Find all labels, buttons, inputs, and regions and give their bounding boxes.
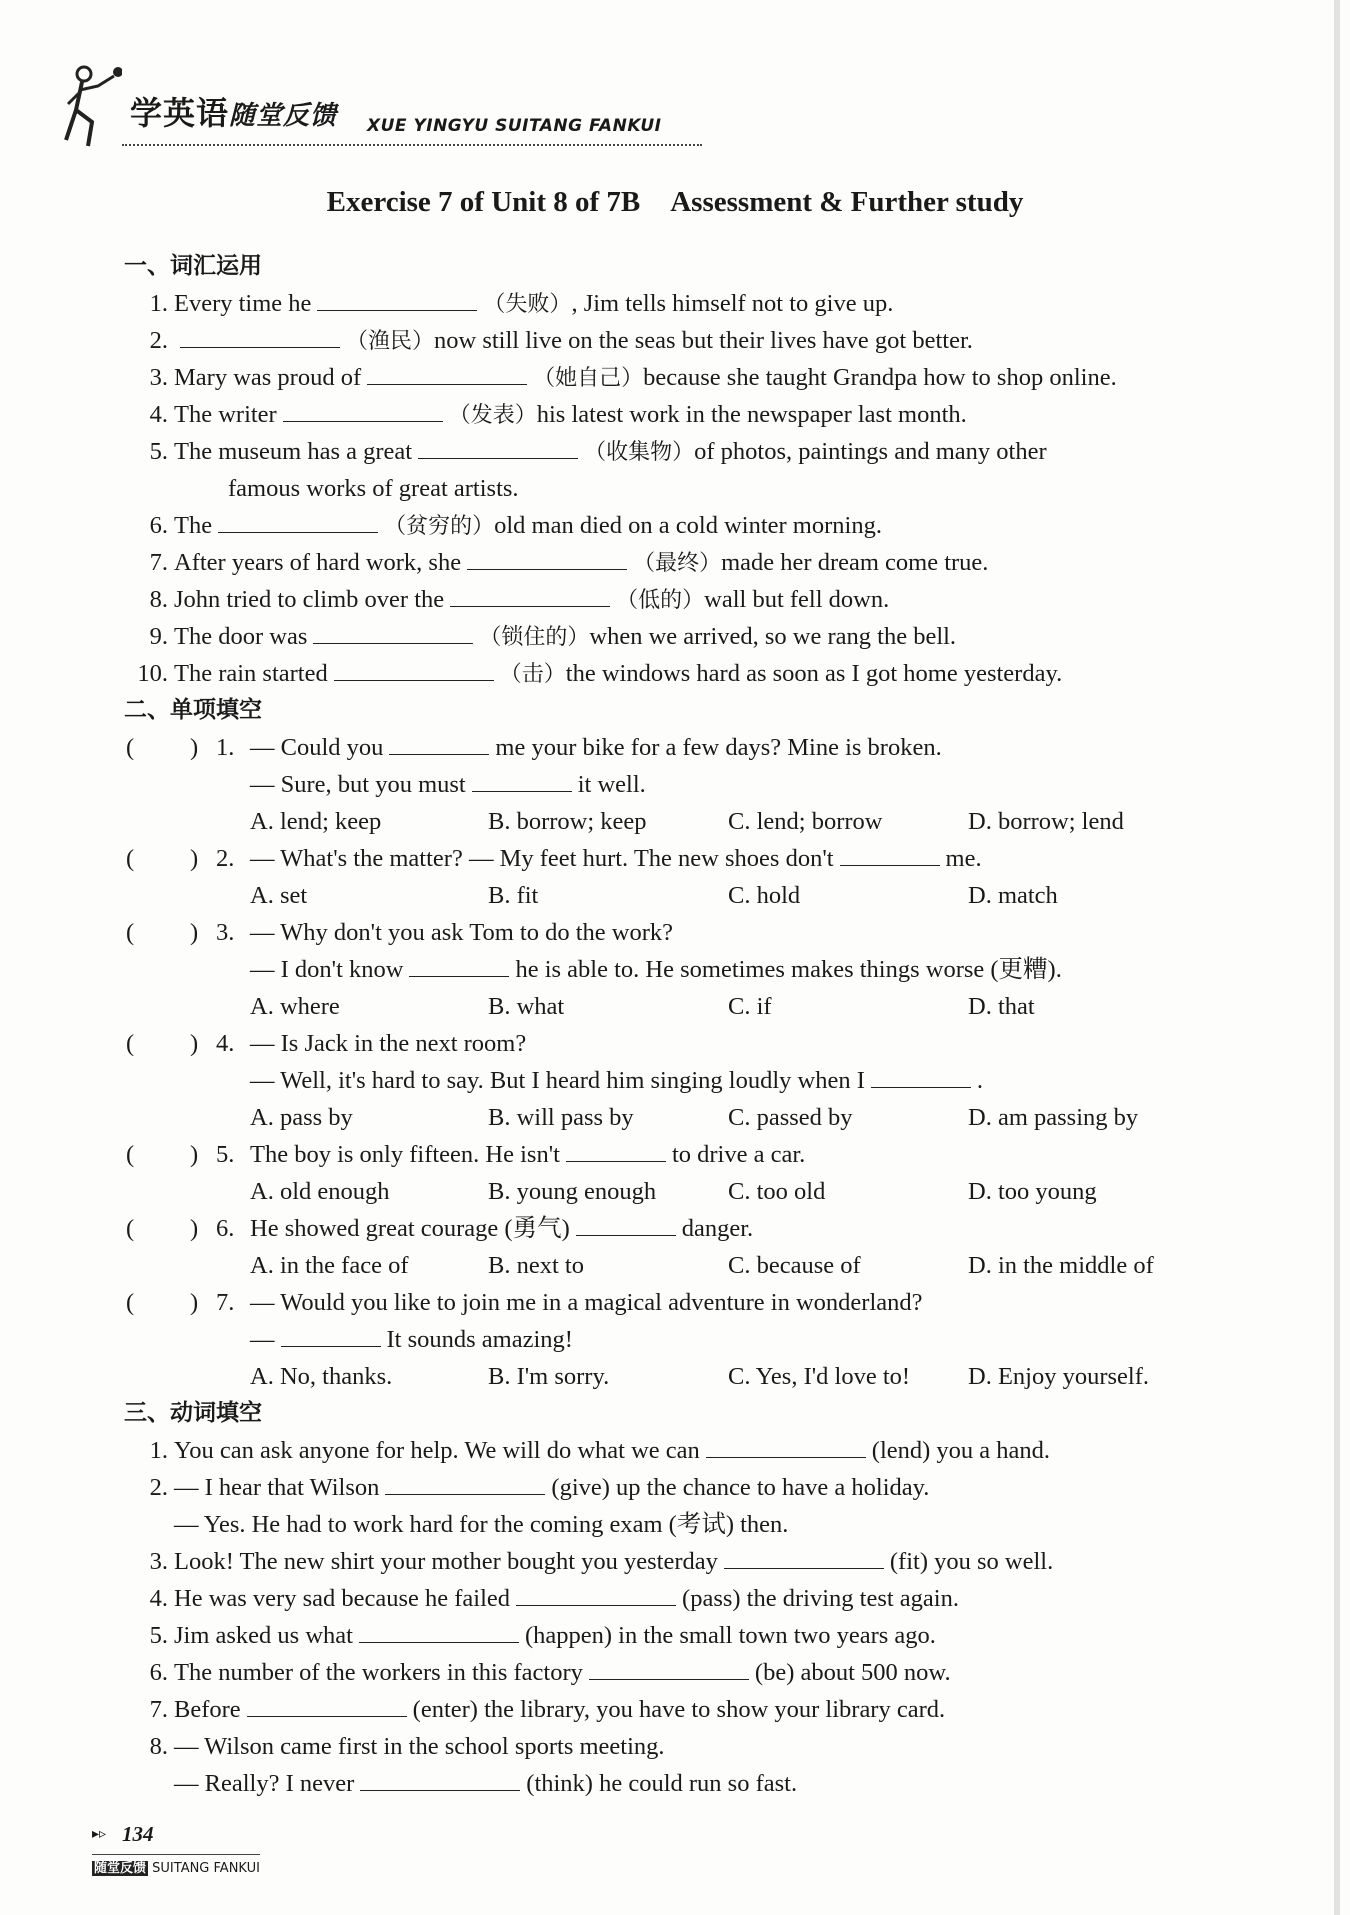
item-text: now still live on the seas but their lives have got better. <box>434 327 973 354</box>
section-heading-choice: 二、单项填空 <box>124 697 262 723</box>
answer-blank[interactable] <box>283 399 443 422</box>
option-c[interactable]: C. if <box>728 993 772 1020</box>
chinese-hint: （失败） <box>483 292 572 317</box>
question-text <box>250 729 942 766</box>
item-number: 7. <box>149 1696 168 1723</box>
answer-blank[interactable] <box>385 1472 545 1495</box>
page-edge <box>1334 0 1340 1915</box>
item-text: of photos, paintings and many other <box>694 438 1047 465</box>
item-text: wall but fell down. <box>704 586 890 613</box>
item-number: 1. <box>149 290 168 317</box>
vocab-item <box>120 322 1240 359</box>
item-number: 2. <box>149 327 168 354</box>
option-a[interactable]: A. No, thanks. <box>250 1363 393 1390</box>
arrow-icon: ▸▹ <box>92 1826 107 1842</box>
question-text <box>250 1062 983 1099</box>
options-row <box>120 1099 1240 1136</box>
question-stem: — Why don't you ask Tom to do the work? <box>250 919 674 946</box>
answer-blank[interactable] <box>218 510 378 533</box>
option-d[interactable]: D. that <box>968 993 1035 1020</box>
item-text: (think) he could run so fast. <box>526 1770 798 1797</box>
question-line <box>120 951 1240 988</box>
item-number: 5. <box>149 1622 168 1649</box>
question-text <box>250 1210 753 1247</box>
question-stem: It sounds amazing! <box>386 1326 573 1353</box>
answer-blank[interactable] <box>450 584 610 607</box>
option-b[interactable]: B. borrow; keep <box>488 808 647 835</box>
options-row <box>120 988 1240 1025</box>
item-number: 4. <box>149 401 168 428</box>
item-text: He was very sad because he failed <box>174 1585 511 1612</box>
chinese-hint: （渔民） <box>346 329 435 354</box>
question-text <box>250 1321 573 1358</box>
verb-item <box>120 1469 1240 1506</box>
section-heading-verb: 三、动词填空 <box>124 1400 262 1426</box>
item-text: (enter) the library, you have to show your library card. <box>412 1696 946 1723</box>
item-text: — Wilson came first in the school sports meeting. <box>174 1733 665 1760</box>
item-number: 5. <box>149 438 168 465</box>
option-a[interactable]: A. pass by <box>250 1104 353 1131</box>
question-text <box>250 1284 923 1321</box>
item-text: Before <box>174 1696 241 1723</box>
answer-blank[interactable] <box>418 436 578 459</box>
answer-blank[interactable] <box>467 547 627 570</box>
question-stem: — Could you <box>250 734 384 761</box>
question-number: 6. <box>216 1215 235 1242</box>
options-row <box>120 1358 1240 1395</box>
question-stem: it well. <box>577 771 646 798</box>
chinese-hint: （最终） <box>633 551 722 576</box>
question-number: 4. <box>216 1030 235 1057</box>
option-d[interactable]: D. in the middle of <box>968 1252 1154 1279</box>
answer-paren-right: ) <box>190 1289 199 1316</box>
answer-blank[interactable] <box>706 1435 866 1458</box>
item-text: The rain started <box>174 660 328 687</box>
answer-blank[interactable] <box>589 1657 749 1680</box>
question-line <box>120 729 1240 766</box>
answer-blank[interactable] <box>334 658 494 681</box>
question-stem: — What's the matter? — My feet hurt. The new shoes don't <box>250 845 834 872</box>
question-stem: The boy is only fifteen. He isn't <box>250 1141 560 1168</box>
option-c[interactable]: C. too old <box>728 1178 826 1205</box>
question-text <box>250 914 673 951</box>
item-number: 4. <box>149 1585 168 1612</box>
item-number: 8. <box>149 1733 168 1760</box>
item-text: (lend) you a hand. <box>871 1437 1051 1464</box>
item-text: when we arrived, so we rang the bell. <box>589 623 957 650</box>
question-stem: — <box>250 1326 275 1353</box>
options-row <box>120 1247 1240 1284</box>
item-number: 6. <box>149 1659 168 1686</box>
verb-items <box>120 1432 1240 1802</box>
page-number: 134 <box>122 1822 154 1846</box>
option-c[interactable]: C. Yes, I'd love to! <box>728 1363 911 1390</box>
question-number: 7. <box>216 1289 235 1316</box>
vocab-item <box>120 470 1240 507</box>
chinese-hint: （低的） <box>616 588 705 613</box>
answer-blank[interactable] <box>472 769 572 792</box>
item-text: The <box>174 512 213 539</box>
question-text <box>250 766 646 803</box>
chinese-hint: （击） <box>499 662 566 687</box>
item-text: famous works of great artists. <box>228 475 519 502</box>
answer-blank[interactable] <box>566 1139 666 1162</box>
answer-paren-left: ( <box>126 1215 135 1242</box>
item-text: You can ask anyone for help. We will do what we can <box>174 1437 700 1464</box>
verb-item <box>120 1506 1240 1543</box>
vocab-item <box>120 507 1240 544</box>
options-row <box>120 1173 1240 1210</box>
verb-item <box>120 1580 1240 1617</box>
question-number: 5. <box>216 1141 235 1168</box>
question-number: 3. <box>216 919 235 946</box>
chinese-hint: （收集物） <box>584 440 695 465</box>
verb-item <box>120 1691 1240 1728</box>
answer-paren-right: ) <box>190 1215 199 1242</box>
answer-blank[interactable] <box>840 843 940 866</box>
vocab-item <box>120 618 1240 655</box>
item-text: The writer <box>174 401 277 428</box>
question-stem: — Well, it's hard to say. But I heard him singing loudly when I <box>250 1067 865 1094</box>
answer-blank[interactable] <box>281 1324 381 1347</box>
item-text: John tried to climb over the <box>174 586 445 613</box>
answer-paren-right: ) <box>190 845 199 872</box>
options-row <box>120 877 1240 914</box>
footer-brand: 随堂反馈 SUITANG FANKUI <box>92 1854 260 1876</box>
answer-paren-left: ( <box>126 845 135 872</box>
question-stem: danger. <box>681 1215 754 1242</box>
vocab-item <box>120 359 1240 396</box>
question-stem: me. <box>945 845 982 872</box>
question-line <box>120 914 1240 951</box>
answer-blank[interactable] <box>389 732 489 755</box>
item-text: (give) up the chance to have a holiday. <box>551 1474 930 1501</box>
vocab-item <box>120 544 1240 581</box>
chinese-hint: （贫穷的） <box>384 514 495 539</box>
question-number: 2. <box>216 845 235 872</box>
question-stem: he is able to. He sometimes makes things worse (更糟). <box>515 956 1062 983</box>
answer-paren-right: ) <box>190 919 199 946</box>
item-text: the windows hard as soon as I got home yesterday. <box>565 660 1063 687</box>
option-d[interactable]: D. borrow; lend <box>968 808 1124 835</box>
question-stem: — Sure, but you must <box>250 771 466 798</box>
item-text: Look! The new shirt your mother bought you yesterday <box>174 1548 718 1575</box>
option-d[interactable]: D. too young <box>968 1178 1097 1205</box>
option-b[interactable]: B. next to <box>488 1252 584 1279</box>
item-text: The number of the workers in this factory <box>174 1659 583 1686</box>
option-a[interactable]: A. in the face of <box>250 1252 409 1279</box>
item-number: 6. <box>149 512 168 539</box>
verb-item <box>120 1432 1240 1469</box>
question-line <box>120 1284 1240 1321</box>
question-line <box>120 766 1240 803</box>
option-c[interactable]: C. lend; borrow <box>728 808 883 835</box>
logo-pinyin: XUE YINGYU SUITANG FANKUI <box>367 116 662 136</box>
option-a[interactable]: A. lend; keep <box>250 808 382 835</box>
option-a[interactable]: A. set <box>250 882 308 909</box>
answer-blank[interactable] <box>247 1694 407 1717</box>
item-text: — I hear that Wilson <box>174 1474 380 1501</box>
answer-blank[interactable] <box>360 1768 520 1791</box>
question-stem: . <box>976 1067 983 1094</box>
answer-blank[interactable] <box>317 288 477 311</box>
item-number: 9. <box>149 623 168 650</box>
answer-paren-left: ( <box>126 734 135 761</box>
question-line <box>120 1136 1240 1173</box>
item-text: , Jim tells himself not to give up. <box>571 290 894 317</box>
question-line <box>120 1321 1240 1358</box>
vocab-item <box>120 581 1240 618</box>
item-text: Every time he <box>174 290 312 317</box>
logo-chinese: 学英语随堂反馈 <box>130 94 338 132</box>
option-d[interactable]: D. match <box>968 882 1058 909</box>
item-number: 10. <box>137 660 168 687</box>
item-text: Jim asked us what <box>174 1622 353 1649</box>
question-line <box>120 840 1240 877</box>
item-text: (fit) you so well. <box>889 1548 1054 1575</box>
option-b[interactable]: B. young enough <box>488 1178 657 1205</box>
vocab-item <box>120 433 1240 470</box>
footer <box>92 1822 392 1882</box>
answer-paren-left: ( <box>126 919 135 946</box>
answer-blank[interactable] <box>359 1620 519 1643</box>
question-stem: to drive a car. <box>671 1141 806 1168</box>
verb-item <box>120 1654 1240 1691</box>
question-text <box>250 951 1062 988</box>
question-line <box>120 1210 1240 1247</box>
option-b[interactable]: B. will pass by <box>488 1104 634 1131</box>
option-a[interactable]: A. old enough <box>250 1178 390 1205</box>
option-c[interactable]: C. passed by <box>728 1104 853 1131</box>
option-d[interactable]: D. Enjoy yourself. <box>968 1363 1149 1390</box>
item-number: 3. <box>149 364 168 391</box>
answer-blank[interactable] <box>409 954 509 977</box>
item-number: 8. <box>149 586 168 613</box>
vocab-item <box>120 396 1240 433</box>
page-title: Exercise 7 of Unit 8 of 7B Assessment & Further study <box>326 186 1024 218</box>
item-text: because she taught Grandpa how to shop online. <box>643 364 1117 391</box>
answer-blank[interactable] <box>313 621 473 644</box>
answer-paren-right: ) <box>190 1141 199 1168</box>
question-text <box>250 840 982 877</box>
item-text: After years of hard work, she <box>174 549 462 576</box>
answer-paren-left: ( <box>126 1030 135 1057</box>
item-number: 7. <box>149 549 168 576</box>
question-text <box>250 1025 526 1062</box>
answer-paren-right: ) <box>190 734 199 761</box>
answer-blank[interactable] <box>576 1213 676 1236</box>
item-text: (happen) in the small town two years ago. <box>524 1622 936 1649</box>
answer-paren-left: ( <box>126 1141 135 1168</box>
answer-paren-right: ) <box>190 1030 199 1057</box>
option-d[interactable]: D. am passing by <box>968 1104 1139 1131</box>
vocab-item <box>120 655 1240 692</box>
option-b[interactable]: B. I'm sorry. <box>488 1363 610 1390</box>
answer-blank[interactable] <box>724 1546 884 1569</box>
question-number: 1. <box>216 734 235 761</box>
verb-item <box>120 1728 1240 1765</box>
runner-icon <box>62 60 122 150</box>
question-stem: He showed great courage (勇气) <box>250 1215 570 1242</box>
chinese-hint: （发表） <box>448 403 537 428</box>
item-text: made her dream come true. <box>721 549 989 576</box>
item-text: — Yes. He had to work hard for the coming exam (考试) then. <box>174 1511 789 1538</box>
option-a[interactable]: A. where <box>250 993 340 1020</box>
option-b[interactable]: B. what <box>488 993 565 1020</box>
question-stem: me your bike for a few days? Mine is broken. <box>495 734 942 761</box>
verb-item <box>120 1765 1240 1802</box>
question-line <box>120 1025 1240 1062</box>
exercise-content <box>120 248 1240 1802</box>
choice-items <box>120 729 1240 1395</box>
option-c[interactable]: C. because of <box>728 1252 861 1279</box>
item-number: 3. <box>149 1548 168 1575</box>
chinese-hint: （锁住的） <box>479 625 590 650</box>
item-text: his latest work in the newspaper last month. <box>536 401 967 428</box>
item-text: (be) about 500 now. <box>754 1659 951 1686</box>
item-number: 1. <box>149 1437 168 1464</box>
item-text: — Really? I never <box>174 1770 355 1797</box>
question-stem: — Is Jack in the next room? <box>250 1030 527 1057</box>
item-text: The door was <box>174 623 308 650</box>
answer-paren-left: ( <box>126 1289 135 1316</box>
header-divider <box>122 144 702 146</box>
item-text: old man died on a cold winter morning. <box>494 512 882 539</box>
option-c[interactable]: C. hold <box>728 882 801 909</box>
vocab-items <box>120 285 1240 692</box>
answer-blank[interactable] <box>180 325 340 348</box>
item-text: The museum has a great <box>174 438 413 465</box>
answer-blank[interactable] <box>516 1583 676 1606</box>
vocab-item <box>120 285 1240 322</box>
item-text: Mary was proud of <box>174 364 362 391</box>
question-line <box>120 1062 1240 1099</box>
question-stem: — Would you like to join me in a magical adventure in wonderland? <box>250 1289 923 1316</box>
answer-blank[interactable] <box>871 1065 971 1088</box>
options-row <box>120 803 1240 840</box>
option-b[interactable]: B. fit <box>488 882 539 909</box>
answer-blank[interactable] <box>367 362 527 385</box>
question-text <box>250 1136 805 1173</box>
header-logo <box>62 52 662 152</box>
question-stem: — I don't know <box>250 956 404 983</box>
section-heading-vocab: 一、词汇运用 <box>124 253 262 279</box>
verb-item <box>120 1543 1240 1580</box>
item-text: (pass) the driving test again. <box>682 1585 959 1612</box>
verb-item <box>120 1617 1240 1654</box>
item-number: 2. <box>149 1474 168 1501</box>
chinese-hint: （她自己） <box>533 366 644 391</box>
